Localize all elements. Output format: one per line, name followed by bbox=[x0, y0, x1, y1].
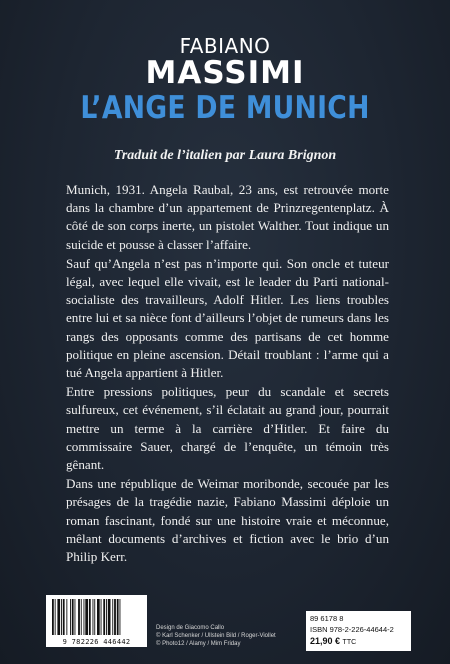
barcode bbox=[46, 595, 147, 647]
image-credits bbox=[156, 624, 296, 648]
barcode-bar bbox=[84, 599, 85, 635]
credit-line: © Photo12 / Alamy / Mim Friday bbox=[156, 641, 241, 647]
blurb bbox=[66, 181, 389, 567]
price bbox=[310, 635, 407, 649]
barcode-bar bbox=[101, 599, 102, 635]
blurb-paragraph: Sauf qu’Angela n’est pas n’importe qui. Son oncle et tuteur légal, avec lequel elle vivait, est le leader du Parti national-socialiste des travailleurs, Adolf Hitler. Les liens troubles entre lui et sa nièce font d’ailleurs l’objet de rumeurs dans les rangs des opposants comme des partisans de cet homme politique en pleine ascension. Détail troublant : l’arme qui a tué Angela appartient à Hitler. bbox=[66, 255, 389, 381]
price-tax: TTC bbox=[342, 639, 357, 646]
barcode-bar bbox=[112, 599, 113, 635]
barcode-bar bbox=[72, 599, 74, 635]
barcode-bar bbox=[75, 599, 76, 635]
barcode-bar bbox=[57, 599, 60, 635]
barcode-bar bbox=[81, 599, 82, 635]
barcode-bar bbox=[103, 599, 105, 635]
barcode-bar bbox=[114, 599, 116, 635]
price-sticker bbox=[306, 611, 411, 651]
barcode-bar bbox=[89, 599, 91, 635]
barcode-bar bbox=[120, 599, 121, 635]
barcode-bar bbox=[52, 599, 54, 635]
isbn: ISBN 978-2-226-44644-2 bbox=[310, 625, 394, 634]
barcode-bar bbox=[70, 599, 71, 635]
blurb-paragraph: Dans une république de Weimar moribonde, secouée par les présages de la tragédie nazie, Fabiano Massimi déploie un roman fascinant, fondé sur une histoire vraie et méconnue, mêlant documents d’archives et fiction avec le brio d’un Philip Kerr. bbox=[66, 476, 389, 565]
barcode-bar bbox=[63, 599, 65, 635]
credit-line: Design de Giacomo Callo bbox=[156, 625, 225, 631]
reference-number: 89 6178 8 bbox=[310, 614, 344, 623]
barcode-bar bbox=[93, 599, 94, 635]
book-title: L’ANGE DE MUNICH bbox=[80, 90, 370, 126]
barcode-bars bbox=[50, 599, 143, 635]
author-last-name: MASSIMI bbox=[145, 55, 305, 91]
price-value: 21,90 € bbox=[310, 636, 341, 646]
translator-note: Traduit de l’italien par Laura Brignon bbox=[113, 148, 337, 163]
barcode-number: 9 782226 446442 bbox=[62, 638, 131, 646]
credit-line: © Karl Schenker / Ullstein Bild / Roger-Viollet bbox=[156, 633, 276, 639]
barcode-bar bbox=[108, 599, 111, 635]
barcode-bar bbox=[94, 599, 95, 635]
barcode-bar bbox=[117, 599, 119, 635]
barcode-bar bbox=[66, 599, 67, 635]
blurb-paragraph: Munich, 1931. Angela Raubal, 23 ans, est retrouvée morte dans la chambre d’un appartement de Prinzregentenplatz. À côté de son corps inerte, un pistolet Walther. Tout indique un suicide et pousse à classer l’affaire. bbox=[66, 182, 389, 252]
barcode-bar bbox=[78, 599, 80, 635]
barcode-bar bbox=[85, 599, 88, 635]
barcode-bar bbox=[97, 599, 100, 635]
author-first-name: FABIANO bbox=[179, 34, 271, 58]
barcode-bar bbox=[106, 599, 107, 635]
blurb-paragraph: Entre pressions politiques, peur du scandale et secrets sulfureux, cet événement, s’il éclatait au grand jour, pourrait mettre un terme à la carrière d’Hitler. Et faire du commissaire Sauer, chargé de l’enquête, un témoin très gênant. bbox=[66, 384, 389, 473]
barcode-bar bbox=[61, 599, 62, 635]
barcode-bar bbox=[55, 599, 56, 635]
